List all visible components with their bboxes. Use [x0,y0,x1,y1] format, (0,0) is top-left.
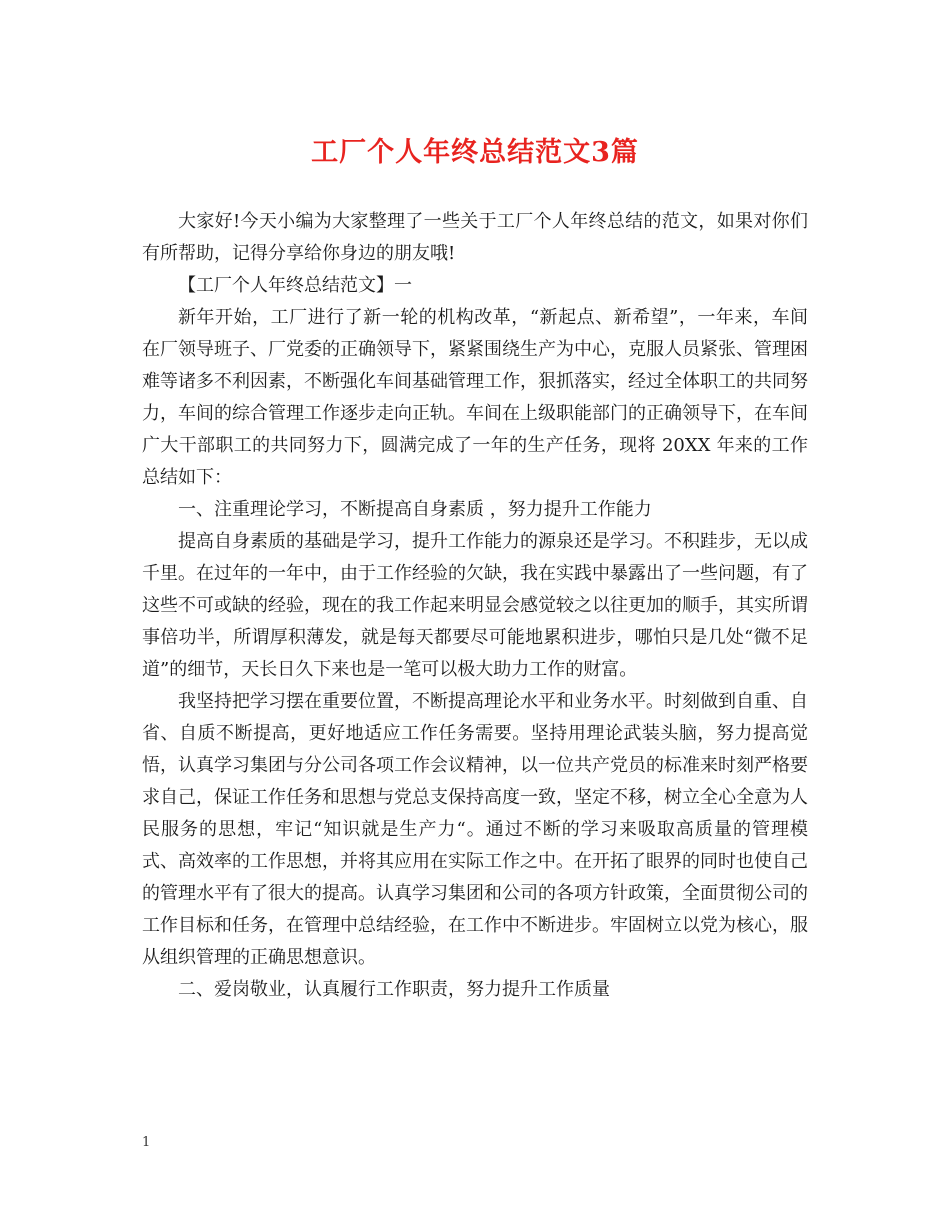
body-paragraph: 提高自身素质的基础是学习，提升工作能力的源泉还是学习。不积跬步，无以成千里。在过年的一年中，由于工作经验的欠缺，我在实践中暴露出了一些问题，有了这些不可或缺的经验，现在的我工作起来明显会感觉较之以往更加的顺手，其实所谓事倍功半，所谓厚积薄发，就是每天都要尽可能地累积进步，哪怕只是几处“微不足道”的细节，天长日久下来也是一笔可以极大助力工作的财富。 [142,531,808,680]
subheading-2: 二、爱岗敬业，认真履行工作职责，努力提升工作质量 [178,979,610,1000]
document-title: 工厂个人年终总结范文3篇 [311,137,639,168]
section-heading-1: 【工厂个人年终总结范文】一 [178,275,412,296]
document-body [142,206,808,1006]
page-number: 1 [142,1135,151,1150]
body-paragraph: 我坚持把学习摆在重要位置，不断提高理论水平和业务水平。时刻做到自重、自省、自质不断提高，更好地适应工作任务需要。坚持用理论武装头脑，努力提高觉悟，认真学习集团与分公司各项工作会议精神，以一位共产党员的标准来时刻严格要求自己，保证工作任务和思想与党总支保持高度一致，坚定不移，树立全心全意为人民服务的思想，牢记“知识就是生产力“。通过不断的学习来吸取高质量的管理模式、高效率的工作思想，并将其应用在实际工作之中。在开拓了眼界的同时也使自己的管理水平有了很大的提高。认真学习集团和公司的各项方针政策，全面贯彻公司的工作目标和任务，在管理中总结经验，在工作中不断进步。牢固树立以党为核心，服从组织管理的正确思想意识。 [142,691,808,968]
subheading-1: 一、注重理论学习，不断提高自身素质 ，努力提升工作能力 [178,499,652,520]
intro-paragraph: 大家好!今天小编为大家整理了一些关于工厂个人年终总结的范文，如果对你们有所帮助，记得分享给你身边的朋友哦! [142,211,808,264]
body-paragraph: 新年开始，工厂进行了新一轮的机构改革，“新起点、新希望”，一年来，车间在厂领导班子、厂党委的正确领导下，紧紧围绕生产为中心，克服人员紧张、管理困难等诸多不利因素，不断强化车间基础管理工作，狠抓落实，经过全体职工的共同努力，车间的综合管理工作逐步走向正轨。车间在上级职能部门的正确领导下，在车间广大干部职工的共同努力下，圆满完成了一年的生产任务，现将 20XX 年来的工作总结如下： [142,307,808,488]
